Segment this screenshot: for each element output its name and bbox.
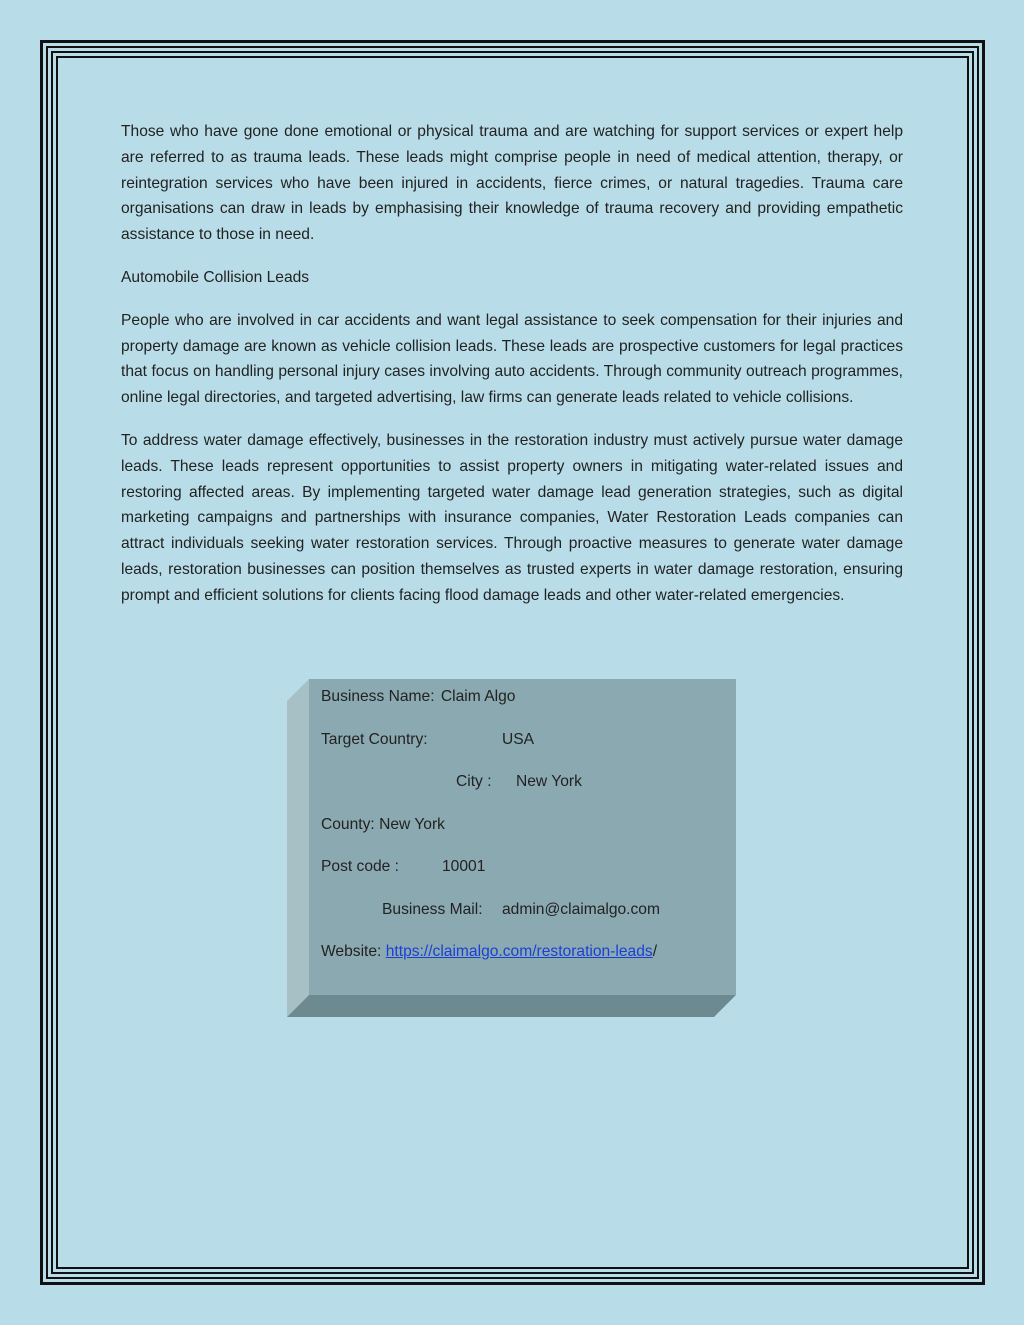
business-name-label: Business Name:	[321, 688, 435, 705]
paragraph-trauma-leads: Those who have gone done emotional or physical trauma and are watching for support services or expert help are referred to as trauma leads. These leads might comprise people in need of medical attention, therapy, or reintegration services who have been injured in accidents, fierce crimes, or natural tragedies. Trauma care organisations can draw in leads by emphasising their knowledge of trauma recovery and providing empathetic assistance to those in need.	[121, 123, 903, 244]
website-row	[321, 943, 657, 961]
county-row	[321, 816, 445, 834]
website-suffix: /	[652, 943, 658, 960]
postcode-value: 10001	[442, 858, 486, 875]
business-name-row	[321, 688, 515, 706]
box-bottom-face	[287, 995, 736, 1017]
paragraph-water-damage-leads: To address water damage effectively, businesses in the restoration industry must actively pursue water damage leads. These leads represent opportunities to assist property owners in mitigating water-related issues and restoring affected areas. By implementing targeted water damage lead generation strategies, such as digital marketing campaigns and partnerships with insurance companies, Water Restoration Leads companies can attract individuals seeking water restoration services. Through proactive measures to generate water damage leads, restoration businesses can position themselves as trusted experts in water damage restoration, ensuring prompt and efficient solutions for clients facing flood damage leads and other water-related emergencies.	[121, 431, 903, 604]
business-mail-label: Business Mail:	[382, 901, 483, 918]
website-label: Website:	[321, 943, 382, 960]
target-country-value: USA	[502, 731, 535, 748]
website-link[interactable]: https://claimalgo.com/restoration-leads	[385, 943, 653, 960]
box-3d-shape	[287, 679, 736, 1017]
business-info-box	[287, 679, 736, 1017]
target-country-label: Target Country:	[321, 731, 428, 748]
county-label: County:	[321, 816, 375, 833]
section-heading-automobile: Automobile Collision Leads	[121, 268, 310, 286]
box-left-face	[287, 679, 309, 1017]
city-label: City :	[456, 773, 492, 790]
city-value: New York	[516, 773, 582, 790]
business-name-value: Claim Algo	[440, 688, 516, 705]
county-value: New York	[379, 816, 445, 833]
article-body	[121, 119, 903, 626]
postcode-label: Post code :	[321, 858, 400, 875]
business-mail-value: admin@claimalgo.com	[502, 901, 660, 918]
paragraph-vehicle-collision-leads: People who are involved in car accidents and want legal assistance to seek compensation for their injuries and property damage are known as vehicle collision leads. These leads are prospective customers for legal practices that focus on handling personal injury cases involving auto accidents. Through community outreach programmes, online legal directories, and targeted advertising, law firms can generate leads related to vehicle collisions.	[121, 311, 903, 407]
